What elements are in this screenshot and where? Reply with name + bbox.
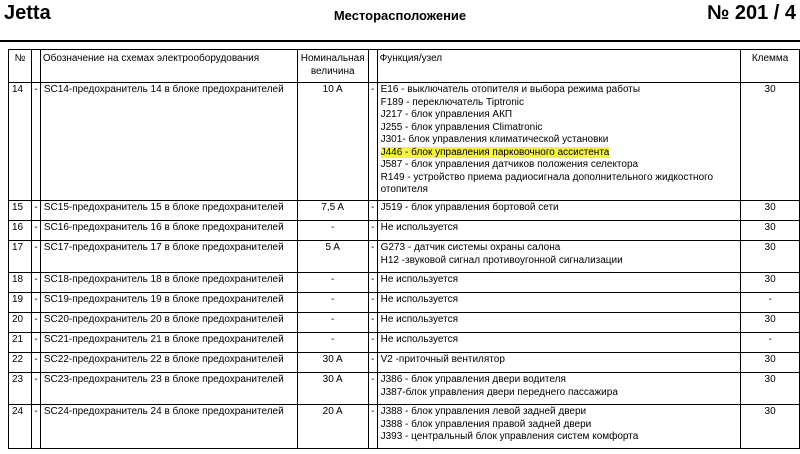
fuse-designation: SC20-предохранитель 20 в блоке предохранителей bbox=[40, 313, 297, 333]
table-row bbox=[9, 405, 800, 449]
function-line: J217 - блок управления АКП bbox=[380, 109, 513, 120]
function-dash: - bbox=[368, 405, 377, 449]
table-row bbox=[9, 373, 800, 405]
table-row bbox=[9, 333, 800, 353]
function-cell bbox=[377, 293, 741, 313]
function-line: Не используется bbox=[380, 314, 459, 325]
function-line bbox=[381, 147, 738, 160]
function-line: Не используется bbox=[380, 274, 459, 285]
fuse-rating: 20 A bbox=[297, 405, 368, 449]
table-header-row bbox=[9, 50, 800, 83]
row-dash: - bbox=[31, 83, 40, 201]
terminal-value: 30 bbox=[741, 353, 800, 373]
fuse-rating: - bbox=[297, 273, 368, 293]
fuse-rating: - bbox=[297, 221, 368, 241]
function-line: G273 - датчик системы охраны салона bbox=[380, 242, 561, 253]
row-number: 21 bbox=[9, 333, 32, 353]
function-dash: - bbox=[368, 373, 377, 405]
row-dash: - bbox=[31, 373, 40, 405]
fuse-designation: SC18-предохранитель 18 в блоке предохранителей bbox=[40, 273, 297, 293]
terminal-value: - bbox=[741, 293, 800, 313]
function-dash: - bbox=[368, 353, 377, 373]
table-row bbox=[9, 201, 800, 221]
function-dash: - bbox=[368, 201, 377, 221]
function-line: J388 - блок управления левой задней двери bbox=[380, 406, 587, 417]
row-dash: - bbox=[31, 313, 40, 333]
function-cell bbox=[377, 405, 741, 449]
table-row bbox=[9, 83, 800, 201]
row-dash: - bbox=[31, 405, 40, 449]
terminal-value: 30 bbox=[741, 201, 800, 221]
function-line: отопителя bbox=[380, 184, 428, 195]
terminal-value: 30 bbox=[741, 313, 800, 333]
fuse-rating: - bbox=[297, 313, 368, 333]
function-cell bbox=[377, 221, 741, 241]
table-body bbox=[9, 83, 800, 449]
row-dash: - bbox=[31, 201, 40, 221]
fuse-designation: SC21-предохранитель 21 в блоке предохранителей bbox=[40, 333, 297, 353]
row-number: 14 bbox=[9, 83, 32, 201]
fuse-designation: SC24-предохранитель 24 в блоке предохранителей bbox=[40, 405, 297, 449]
car-model: Jetta bbox=[4, 2, 51, 24]
col-designation-header: Обозначение на схемах электрооборудования bbox=[40, 50, 297, 83]
row-dash: - bbox=[31, 273, 40, 293]
page-number: № 201 / 4 bbox=[706, 2, 796, 24]
fuse-rating: - bbox=[297, 333, 368, 353]
fuse-rating: 30 A bbox=[297, 373, 368, 405]
fuse-rating: - bbox=[297, 293, 368, 313]
col-dash-header bbox=[31, 50, 40, 83]
row-number: 15 bbox=[9, 201, 32, 221]
function-dash: - bbox=[368, 221, 377, 241]
col-num-header: № bbox=[9, 50, 32, 83]
function-cell bbox=[377, 353, 741, 373]
row-number: 24 bbox=[9, 405, 32, 449]
terminal-value: 30 bbox=[741, 405, 800, 449]
fuse-rating: 5 A bbox=[297, 241, 368, 273]
col-rating-header-line2: величина bbox=[310, 65, 355, 77]
function-cell bbox=[377, 333, 741, 353]
fuse-designation: SC22-предохранитель 22 в блоке предохранителей bbox=[40, 353, 297, 373]
row-number: 23 bbox=[9, 373, 32, 405]
fuse-rating: 7,5 A bbox=[297, 201, 368, 221]
row-number: 16 bbox=[9, 221, 32, 241]
fuse-rating: 10 A bbox=[297, 83, 368, 201]
terminal-value: 30 bbox=[741, 221, 800, 241]
row-number: 17 bbox=[9, 241, 32, 273]
fuse-rating: 30 A bbox=[297, 353, 368, 373]
table-row bbox=[9, 221, 800, 241]
row-dash: - bbox=[31, 241, 40, 273]
function-line: R149 - устройство приема радиосигнала дополнительного жидкостного bbox=[380, 171, 714, 183]
function-dash: - bbox=[368, 273, 377, 293]
function-line: Не используется bbox=[380, 334, 459, 345]
function-cell bbox=[377, 201, 741, 221]
terminal-value: - bbox=[741, 333, 800, 353]
function-line: Не используется bbox=[380, 294, 459, 305]
function-dash: - bbox=[368, 333, 377, 353]
table-row bbox=[9, 313, 800, 333]
row-number: 20 bbox=[9, 313, 32, 333]
col-terminal-header: Клемма bbox=[741, 50, 800, 83]
function-cell bbox=[377, 313, 741, 333]
fuse-designation: SC19-предохранитель 19 в блоке предохранителей bbox=[40, 293, 297, 313]
function-cell bbox=[377, 273, 741, 293]
function-line: J388 - блок управления правой задней двери bbox=[380, 418, 592, 430]
col-function-header: Функция/узел bbox=[377, 50, 741, 83]
fuse-designation: SC15-предохранитель 15 в блоке предохранителей bbox=[40, 201, 297, 221]
col-rating-header-line1: Номинальная bbox=[300, 53, 365, 64]
table-row bbox=[9, 293, 800, 313]
fuse-designation: SC14-предохранитель 14 в блоке предохранителей bbox=[40, 83, 297, 201]
function-line: J387-блок управления двери переднего пассажира bbox=[380, 386, 618, 398]
function-cell bbox=[377, 373, 741, 405]
function-line: J255 - блок управления Climatronic bbox=[380, 121, 543, 133]
document-header bbox=[0, 0, 800, 42]
terminal-value: 30 bbox=[741, 241, 800, 273]
function-dash: - bbox=[368, 313, 377, 333]
function-line: J393 - центральный блок управления систем комфорта bbox=[380, 431, 639, 442]
page-title: Месторасположение bbox=[333, 8, 467, 23]
fuse-designation: SC17-предохранитель 17 в блоке предохранителей bbox=[40, 241, 297, 273]
function-line: J519 - блок управления бортовой сети bbox=[380, 202, 559, 213]
function-cell bbox=[377, 241, 741, 273]
function-line: J587 - блок управления датчиков положения селектора bbox=[380, 159, 639, 170]
row-dash: - bbox=[31, 221, 40, 241]
col-fdash-header bbox=[368, 50, 377, 83]
function-line: J301- блок управления климатической установки bbox=[380, 134, 609, 145]
function-dash: - bbox=[368, 83, 377, 201]
fuse-table bbox=[8, 49, 800, 449]
terminal-value: 30 bbox=[741, 83, 800, 201]
function-line: Не используется bbox=[380, 222, 459, 233]
function-line: J386 - блок управления двери водителя bbox=[380, 374, 566, 385]
col-rating-header bbox=[297, 50, 368, 83]
fuse-designation: SC16-предохранитель 16 в блоке предохранителей bbox=[40, 221, 297, 241]
table-row bbox=[9, 273, 800, 293]
fuse-designation: SC23-предохранитель 23 в блоке предохранителей bbox=[40, 373, 297, 405]
row-number: 22 bbox=[9, 353, 32, 373]
function-line: H12 -звуковой сигнал противоугонной сигнализации bbox=[380, 254, 623, 266]
row-dash: - bbox=[31, 333, 40, 353]
highlighted-function-line: J446 - блок управления парковочного ассистента bbox=[380, 146, 610, 158]
function-cell bbox=[377, 83, 741, 201]
table-row bbox=[9, 353, 800, 373]
function-line: V2 -приточный вентилятор bbox=[380, 354, 505, 365]
row-number: 19 bbox=[9, 293, 32, 313]
function-dash: - bbox=[368, 293, 377, 313]
row-dash: - bbox=[31, 293, 40, 313]
function-line: E16 - выключатель отопителя и выбора режима работы bbox=[380, 84, 641, 95]
row-number: 18 bbox=[9, 273, 32, 293]
terminal-value: 30 bbox=[741, 373, 800, 405]
terminal-value: 30 bbox=[741, 273, 800, 293]
row-dash: - bbox=[31, 353, 40, 373]
function-line: F189 - переключатель Tiptronic bbox=[380, 96, 525, 108]
function-dash: - bbox=[368, 241, 377, 273]
table-row bbox=[9, 241, 800, 273]
